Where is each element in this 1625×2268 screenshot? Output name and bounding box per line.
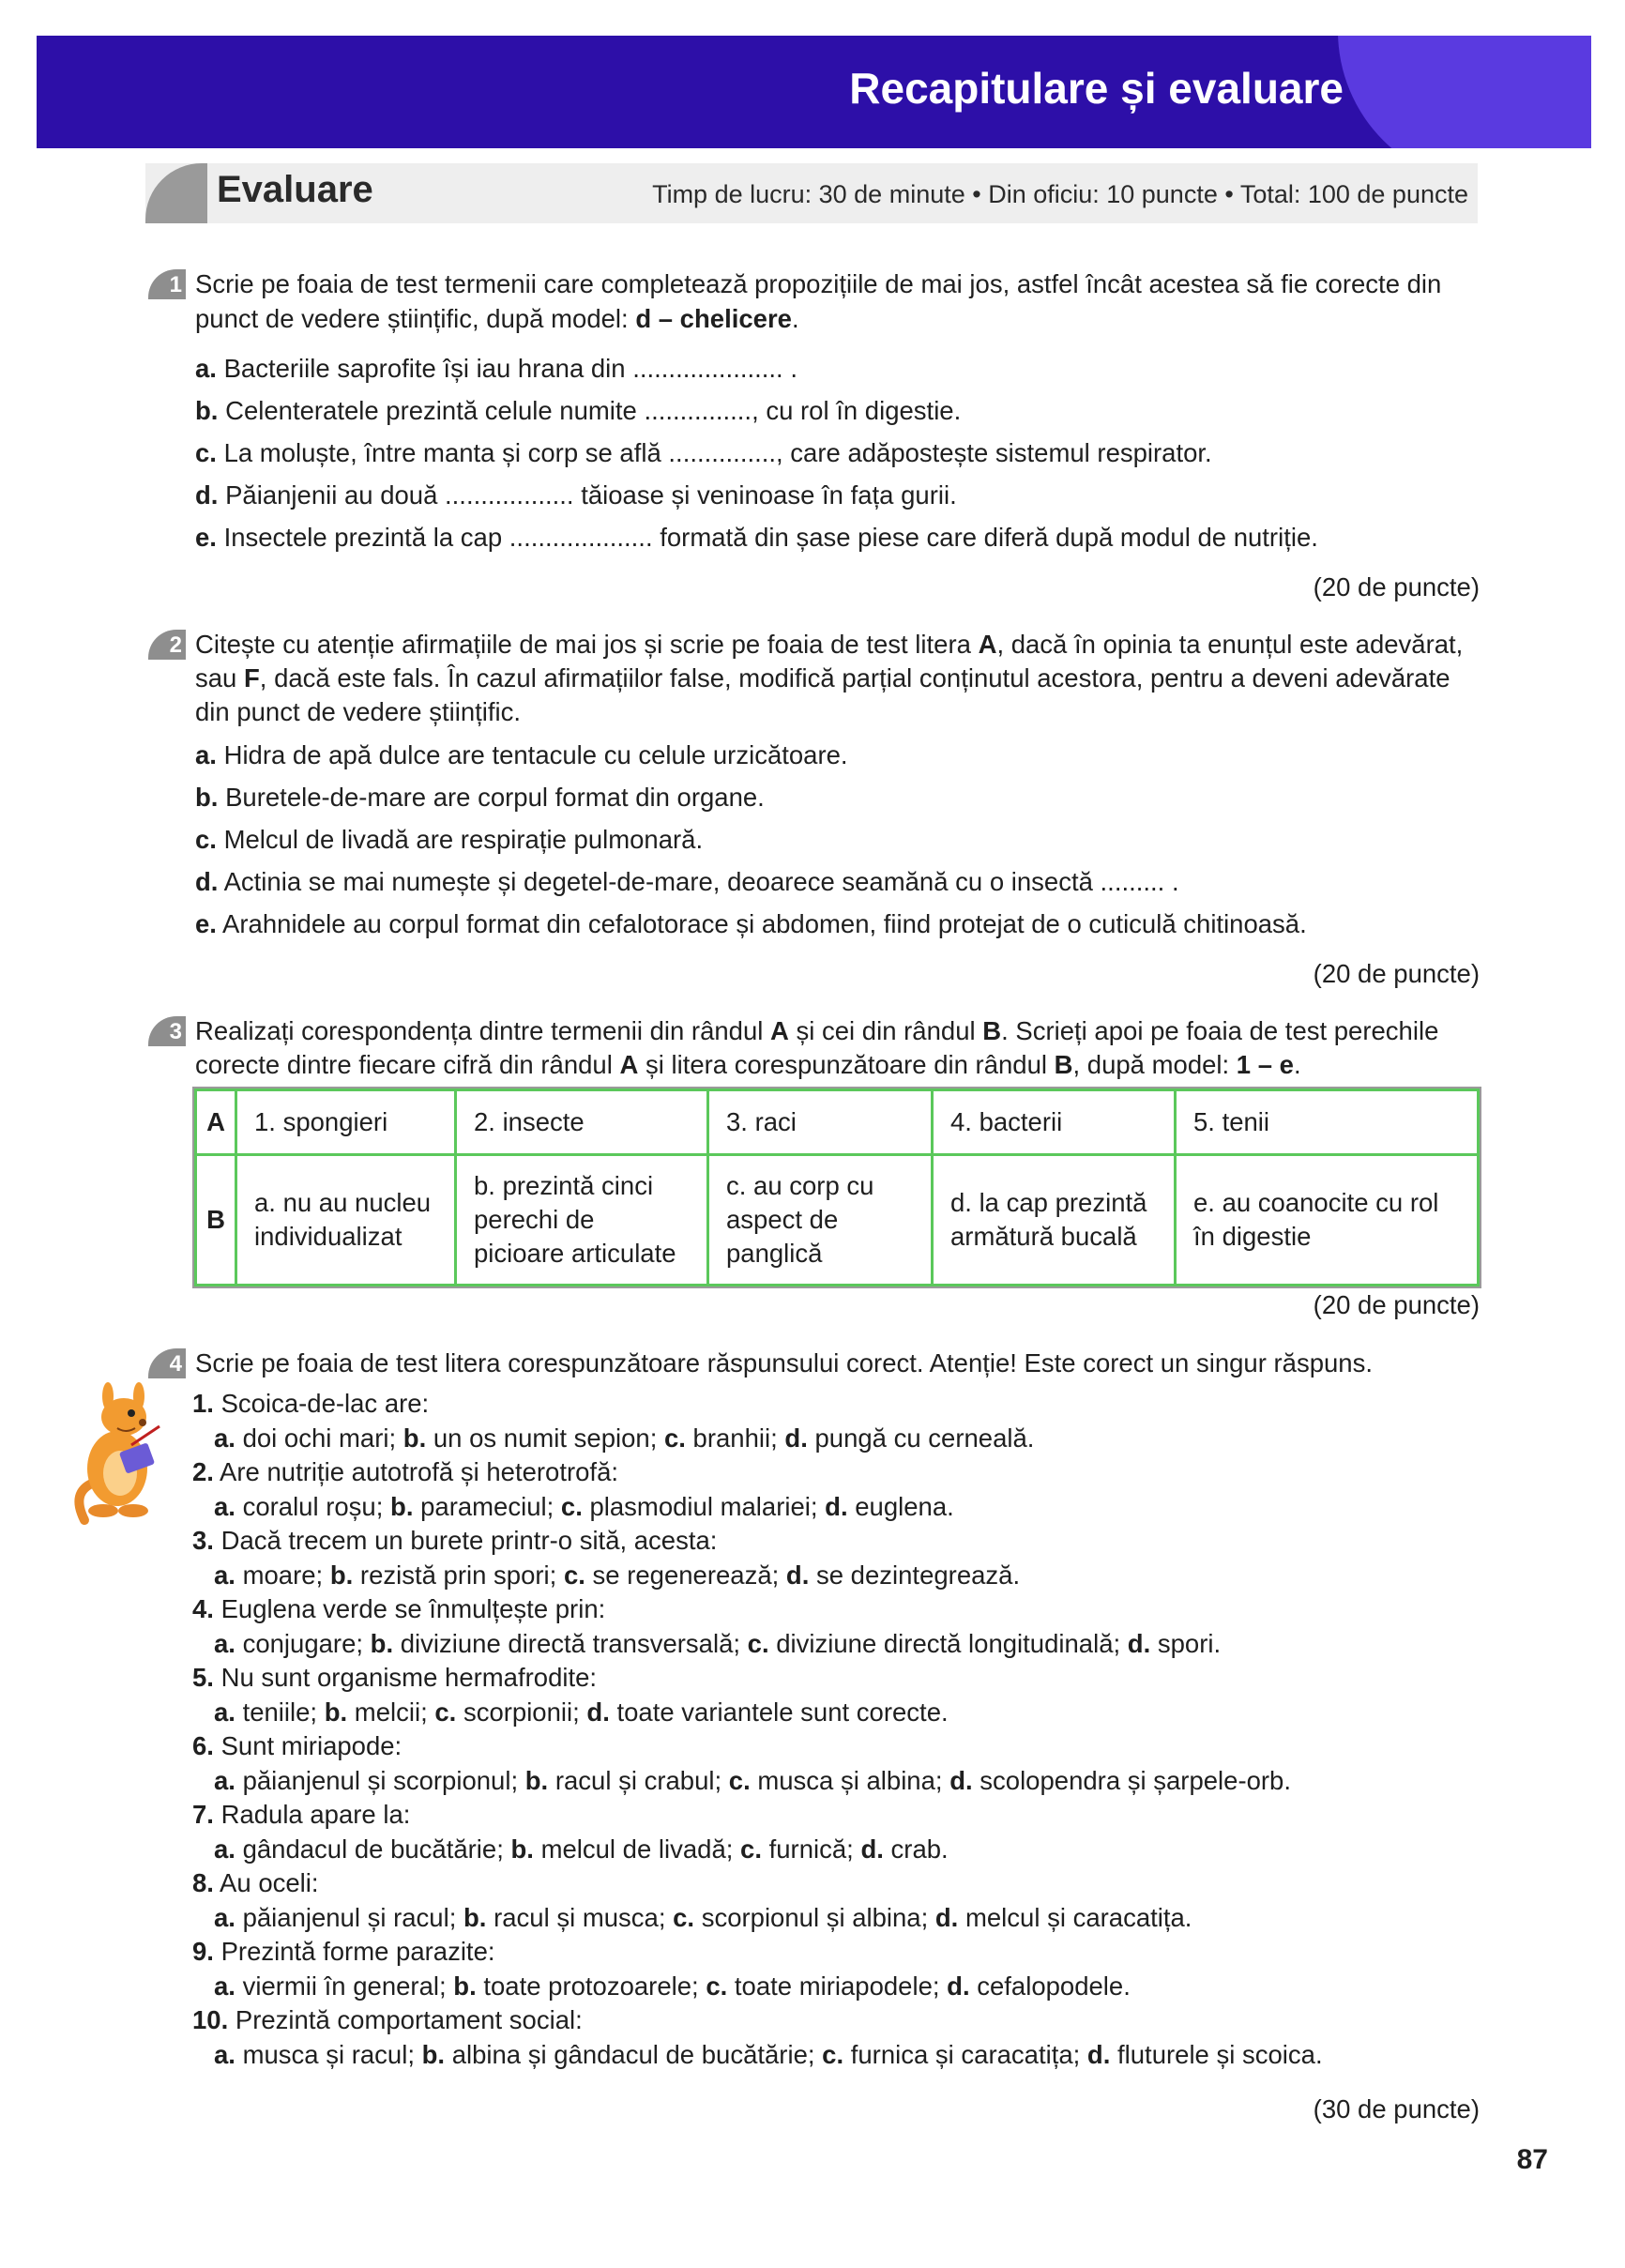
exercise-intro: sau F, dacă este fals. În cazul afirmațiilor false, modifică parțial conținutul acestora, pentru a deveni adevărate (195, 663, 1450, 693)
question-options: a. doi ochi mari; b. un os numit sepion; c. branhii; d. pungă cu cerneală. (214, 1423, 1035, 1453)
section-header (145, 163, 1478, 223)
question-options: a. coralul roșu; b. parameciul; c. plasmodiul malariei; d. euglena. (214, 1492, 954, 1521)
points-label: (20 de puncte) (1313, 572, 1480, 601)
question-text: 1. Scoica-de-lac are: (192, 1389, 430, 1418)
question-options: a. păianjenul și racul; b. racul și musca; c. scorpionul și albina; d. melcul și caracatița. (214, 1903, 1192, 1932)
question-options: a. conjugare; b. diviziune directă transversală; c. diviziune directă longitudinală; d. spori. (214, 1629, 1222, 1658)
exercise-item: b. Celenteratele prezintă celule numite ..............., cu rol în digestie. (195, 396, 962, 425)
exercise-number-badge: 3 (148, 1016, 186, 1046)
points-label: (30 de puncte) (1313, 2094, 1480, 2123)
question-text: 5. Nu sunt organisme hermafrodite: (192, 1663, 598, 1692)
page-number: 87 (1516, 2144, 1548, 2175)
exercise-intro: Citește cu atenție afirmațiile de mai jos și scrie pe foaia de test litera A, dacă în opinia ta enunțul este adevărat, (195, 630, 1464, 659)
exercise-intro: din punct de vedere științific. (195, 697, 521, 726)
exercise-item: a. Bacteriile saprofite își iau hrana din ..................... . (195, 354, 797, 383)
question-options: a. teniile; b. melcii; c. scorpionii; d. toate variantele sunt corecte. (214, 1697, 949, 1727)
question-text: 3. Dacă trecem un burete printr-o sită, acesta: (192, 1526, 718, 1555)
exercise-item: b. Buretele-de-mare are corpul format din organe. (195, 783, 765, 812)
question-text: 10. Prezintă comportament social: (192, 2005, 583, 2034)
exercise-item: c. La moluște, între manta și corp se află ..............., care adăpostește sistemul respirator. (195, 438, 1212, 467)
exercise-number-badge: 2 (148, 630, 186, 660)
exercise-item: d. Păianjenii au două .................. tăioase și veninoase în fața gurii. (195, 480, 957, 510)
exercise-intro: Scrie pe foaia de test litera corespunzătoare răspunsului corect. Atenție! Este corect un singur răspuns. (195, 1348, 1373, 1378)
exercise-intro: corecte dintre fiecare cifră din rândul A și litera corespunzătoare din rândul B, după model: 1 – e. (195, 1050, 1301, 1079)
banner-title: Recapitulare și evaluare (849, 64, 1344, 113)
table-row (196, 1090, 1479, 1155)
kangaroo-mascot-icon (66, 1379, 178, 1530)
question-options: a. moare; b. rezistă prin spori; c. se regenerează; d. se dezintegrează. (214, 1560, 1021, 1590)
exercise-item: e. Arahnidele au corpul format din cefalotorace și abdomen, fiind protejat de o cuticulă chitinoasă. (195, 909, 1307, 938)
question-text: 8. Au oceli: (192, 1868, 319, 1897)
row-label: A (196, 1090, 236, 1155)
exercise-item: e. Insectele prezintă la cap .................... formată din șase piese care diferă după modul de nutriție. (195, 523, 1318, 552)
exercise-item: a. Hidra de apă dulce are tentacule cu celule urzicătoare. (195, 740, 848, 769)
question-text: 6. Sunt miriapode: (192, 1731, 402, 1760)
question-options: a. păianjenul și scorpionul; b. racul și crabul; c. musca și albina; d. scolopendra și șarpele-orb. (214, 1766, 1291, 1795)
question-text: 2. Are nutriție autotrofă și heterotrofă: (192, 1457, 619, 1486)
question-options: a. musca și racul; b. albina și gândacul de bucătărie; c. furnica și caracatița; d. fluturele și scoica. (214, 2040, 1323, 2069)
question-options: a. gândacul de bucătărie; b. melcul de livadă; c. furnică; d. crab. (214, 1834, 949, 1864)
correspondence-table (194, 1088, 1480, 1286)
table-cell: e. au coanocite cu rol în digestie (1176, 1155, 1479, 1286)
exercise-intro: Scrie pe foaia de test termenii care completează propozițiile de mai jos, astfel încât acestea să fie corecte din (195, 269, 1442, 298)
page-banner (37, 36, 1591, 148)
exercise-number-badge: 1 (148, 269, 186, 299)
exercise-number-badge: 4 (148, 1348, 186, 1378)
table-cell: c. au corp cu aspect de panglică (708, 1155, 933, 1286)
banner-decoration (1338, 36, 1591, 148)
points-label: (20 de puncte) (1313, 1290, 1480, 1319)
table-cell: 3. raci (708, 1090, 933, 1155)
table-cell: a. nu au nucleu individualizat (236, 1155, 456, 1286)
points-label: (20 de puncte) (1313, 959, 1480, 988)
row-label: B (196, 1155, 236, 1286)
section-tab-icon (145, 163, 207, 223)
question-text: 4. Euglena verde se înmulțește prin: (192, 1594, 606, 1623)
exercise-intro: punct de vedere științific, după model: d – chelicere. (195, 304, 799, 333)
table-cell: d. la cap prezintă armătură bucală (933, 1155, 1176, 1286)
table-cell: 4. bacterii (933, 1090, 1176, 1155)
table-cell: 1. spongieri (236, 1090, 456, 1155)
question-text: 7. Radula apare la: (192, 1800, 411, 1829)
question-text: 9. Prezintă forme parazite: (192, 1937, 495, 1966)
table-cell: 2. insecte (456, 1090, 708, 1155)
exercise-intro: Realizați corespondența dintre termenii din rândul A și cei din rândul B. Scrieți apoi pe foaia de test perechile (195, 1016, 1439, 1045)
table-cell: 5. tenii (1176, 1090, 1479, 1155)
table-cell: b. prezintă cinci perechi de picioare articulate (456, 1155, 708, 1286)
exercise-item: d. Actinia se mai numește și degetel-de-mare, deoarece seamănă cu o insectă ......... . (195, 867, 1179, 896)
table-row (196, 1155, 1479, 1286)
section-meta: Timp de lucru: 30 de minute • Din oficiu: 10 puncte • Total: 100 de puncte (652, 180, 1468, 208)
question-options: a. viermii în general; b. toate protozoarele; c. toate miriapodele; d. cefalopodele. (214, 1971, 1131, 2001)
section-title: Evaluare (217, 169, 373, 210)
exercise-item: c. Melcul de livadă are respirație pulmonară. (195, 825, 704, 854)
